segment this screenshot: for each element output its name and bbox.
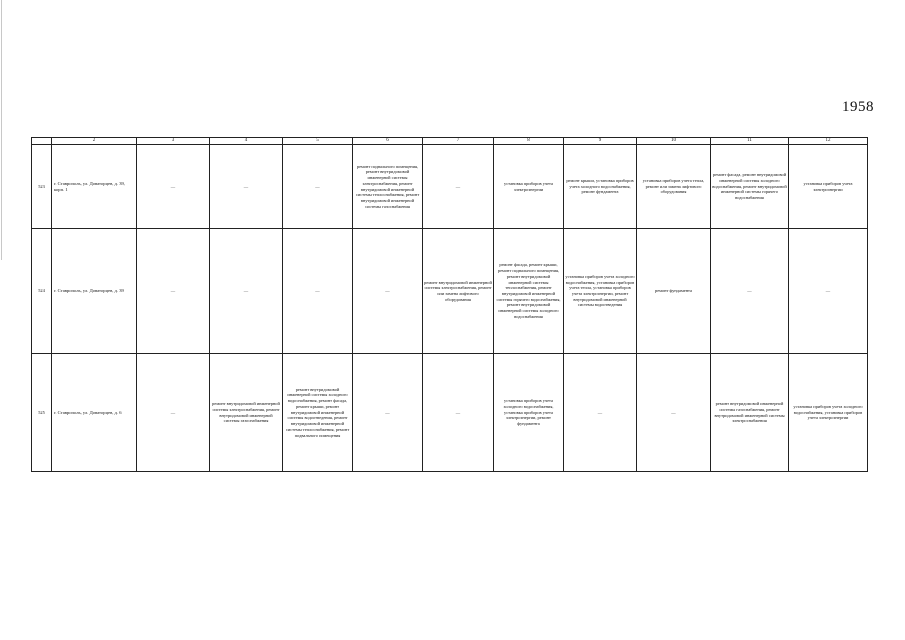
work-text: установка приборов учета холодного водоснабжения, установка приборов учета электроэнергии, ремонт фундамента: [503, 398, 554, 427]
work-text: —: [170, 288, 176, 294]
row-number: 524: [32, 229, 52, 354]
work-cell: [494, 229, 564, 354]
repair-schedule-table: [31, 137, 868, 472]
work-text: —: [671, 409, 676, 415]
work-cell: [137, 229, 210, 354]
work-cell: [353, 145, 423, 229]
work-text: ремонт фасада, ремонт внутридомовой инженерной системы холодного водоснабжения, ремонт внутридомовой инженерной системы горячего водоснабжения: [712, 172, 787, 201]
work-cell: [353, 354, 423, 472]
work-cell: [353, 229, 423, 354]
work-text: ремонт внутридомовой инженерной системы электроснабжения, ремонт внутридомовой инженерной системы газоснабжения: [212, 401, 280, 424]
column-number: 3: [137, 138, 210, 145]
work-cell: [494, 145, 564, 229]
work-text: —: [170, 183, 176, 189]
table-row: [32, 354, 868, 472]
work-cell: [283, 354, 353, 472]
column-number: 10: [637, 138, 711, 145]
work-text: ремонт подвального помещения, ремонт внутридомовой инженерной системы электроснабжения, ремонт внутридомовой инженерной системы теплоснабжения, ремонт внутридомовой инженерной системы газоснабжения: [355, 163, 420, 209]
address-cell: г. Ставрополь, ул. Доваторцев, д. 39, корп. 1: [52, 145, 137, 229]
column-number: 11: [711, 138, 789, 145]
work-text: ремонт крыши, установка приборов учета холодного водоснабжения, ремонт фундамента: [566, 177, 634, 195]
address-cell: г. Ставрополь, ул. Доваторцев, д. 6: [52, 354, 137, 472]
work-cell: [564, 229, 637, 354]
work-cell: [283, 145, 353, 229]
work-text: —: [243, 288, 249, 294]
work-cell: [711, 354, 789, 472]
column-number: 7: [423, 138, 494, 145]
row-number: 525: [32, 354, 52, 472]
work-cell: [789, 229, 868, 354]
work-cell: [423, 354, 494, 472]
column-number: 2: [52, 138, 137, 145]
work-text: ремонт внутридомовой инженерной системы газоснабжения, ремонт внутридомовой инженерной системы электроснабжения: [714, 401, 785, 424]
work-text: —: [170, 409, 176, 415]
column-number: 4: [210, 138, 283, 145]
table-row: [32, 229, 868, 354]
work-text: —: [455, 409, 461, 415]
work-text: установка приборов учета холодного водоснабжения, установка приборов учета тепла, установка приборов учета электроэнергии, ремонт внутридомовой инженерной системы водоотведения: [565, 273, 635, 308]
work-cell: [137, 145, 210, 229]
work-cell: [210, 145, 283, 229]
work-text: —: [747, 288, 752, 294]
work-text: ремонт внутридомовой инженерной системы электроснабжения, ремонт или замена лифтового оборудования: [424, 279, 492, 302]
column-number: 5: [283, 138, 353, 145]
address-cell: г. Ставрополь, ул. Доваторцев, д. 39: [52, 229, 137, 354]
work-text: —: [243, 183, 249, 189]
column-number: 6: [353, 138, 423, 145]
column-number: 9: [564, 138, 637, 145]
work-text: —: [597, 409, 603, 415]
column-number: [32, 138, 52, 145]
column-number: 12: [789, 138, 868, 145]
work-cell: [210, 229, 283, 354]
scan-edge-line: [1, 0, 2, 260]
work-cell: [210, 354, 283, 472]
work-cell: [637, 354, 711, 472]
row-number: 523: [32, 145, 52, 229]
table-row: [32, 145, 868, 229]
work-cell: [564, 354, 637, 472]
work-text: —: [315, 288, 320, 294]
work-cell: [423, 145, 494, 229]
column-number-row: [32, 138, 868, 145]
work-cell: [494, 354, 564, 472]
work-text: ремонт фасада, ремонт крыши, ремонт подвального помещения, ремонт внутридомовой инженерной системы теплоснабжения, ремонт внутридомовой инженерной системы горячего водоснабжения, ремонт внутридомовой инженерной системы холодного водоснабжения: [496, 262, 561, 319]
page-number: 1958: [842, 99, 874, 115]
work-cell: [711, 229, 789, 354]
work-text: установка приборов учета электроэнергии: [803, 180, 853, 192]
work-text: —: [385, 288, 390, 294]
work-text: установка приборов учета электроэнергии: [504, 180, 553, 192]
work-text: ремонт внутридомовой инженерной системы холодного водоснабжения, ремонт фасада, ремонт крыши, ремонт внутридомовой инженерной системы водоотведения, ремонт внутридомовой инженерной системы теплоснабжения, ремонт подвального помещения: [285, 386, 350, 438]
work-text: установка приборов учета тепла, ремонт или замена лифтового оборудования: [642, 177, 705, 195]
work-text: —: [315, 183, 320, 189]
work-text: —: [385, 409, 390, 415]
work-cell: [789, 354, 868, 472]
work-text: установка приборов учета холодного водоснабжения, установка приборов учета электроэнергии: [793, 403, 863, 421]
work-cell: [711, 145, 789, 229]
work-cell: [789, 145, 868, 229]
work-cell: [637, 229, 711, 354]
work-cell: [637, 145, 711, 229]
work-text: —: [455, 183, 461, 189]
work-text: —: [825, 288, 831, 294]
work-text: ремонт фундамента: [655, 288, 692, 294]
work-cell: [283, 229, 353, 354]
work-cell: [137, 354, 210, 472]
work-cell: [423, 229, 494, 354]
work-cell: [564, 145, 637, 229]
column-number: 8: [494, 138, 564, 145]
